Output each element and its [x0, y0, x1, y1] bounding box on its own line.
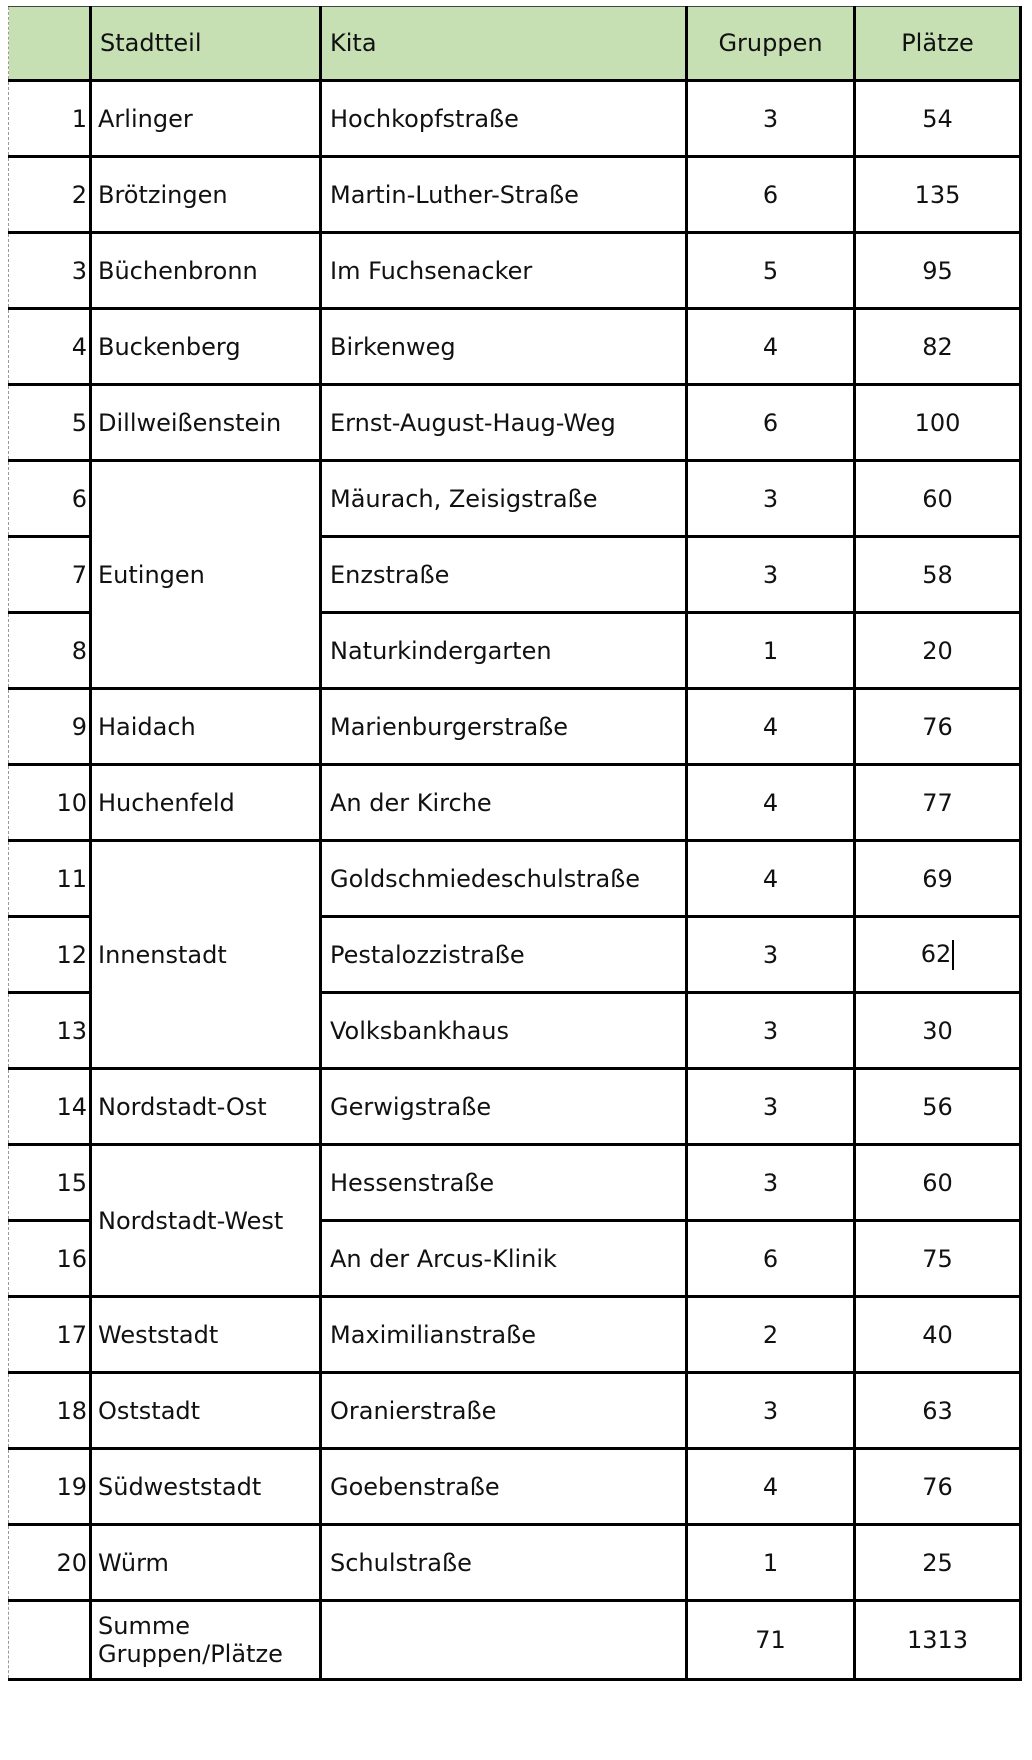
row-number[interactable]: 17: [9, 1297, 91, 1373]
places-cell[interactable]: 75: [855, 1221, 1021, 1297]
kita-cell[interactable]: Gerwigstraße: [321, 1069, 687, 1145]
places-cell[interactable]: 77: [855, 765, 1021, 841]
text-cursor: [952, 940, 954, 970]
table-row: [9, 309, 1021, 385]
table-row: [9, 689, 1021, 765]
places-cell[interactable]: 25: [855, 1525, 1021, 1601]
district-cell[interactable]: Weststadt: [91, 1297, 321, 1373]
groups-cell[interactable]: 4: [687, 1449, 855, 1525]
places-cell[interactable]: 100: [855, 385, 1021, 461]
groups-cell[interactable]: 6: [687, 157, 855, 233]
places-cell[interactable]: 82: [855, 309, 1021, 385]
kita-cell[interactable]: Volksbankhaus: [321, 993, 687, 1069]
summary-kita-cell[interactable]: [321, 1601, 687, 1680]
district-cell[interactable]: Nordstadt-West: [91, 1145, 321, 1297]
kita-cell[interactable]: Goebenstraße: [321, 1449, 687, 1525]
kita-cell[interactable]: Hessenstraße: [321, 1145, 687, 1221]
district-cell[interactable]: Würm: [91, 1525, 321, 1601]
groups-cell[interactable]: 6: [687, 385, 855, 461]
groups-cell[interactable]: 4: [687, 765, 855, 841]
district-cell[interactable]: Arlinger: [91, 81, 321, 157]
district-cell[interactable]: Büchenbronn: [91, 233, 321, 309]
kita-cell[interactable]: Birkenweg: [321, 309, 687, 385]
table-row: [9, 1145, 1021, 1221]
groups-cell[interactable]: 4: [687, 309, 855, 385]
header-district[interactable]: Stadtteil: [91, 7, 321, 81]
kita-table: [8, 6, 1022, 1681]
row-number[interactable]: 20: [9, 1525, 91, 1601]
groups-cell[interactable]: 5: [687, 233, 855, 309]
row-number[interactable]: 3: [9, 233, 91, 309]
places-cell[interactable]: 135: [855, 157, 1021, 233]
table-row: [9, 1449, 1021, 1525]
places-cell[interactable]: 60: [855, 1145, 1021, 1221]
table-row: [9, 233, 1021, 309]
row-number[interactable]: 5: [9, 385, 91, 461]
table-row: [9, 81, 1021, 157]
row-number[interactable]: 15: [9, 1145, 91, 1221]
header-places[interactable]: Plätze: [855, 7, 1021, 81]
groups-cell[interactable]: 2: [687, 1297, 855, 1373]
kita-cell[interactable]: Ernst-August-Haug-Weg: [321, 385, 687, 461]
row-number[interactable]: 11: [9, 841, 91, 917]
district-cell[interactable]: Oststadt: [91, 1373, 321, 1449]
places-cell[interactable]: 54: [855, 81, 1021, 157]
district-cell[interactable]: Dillweißenstein: [91, 385, 321, 461]
places-cell[interactable]: 20: [855, 613, 1021, 689]
kita-cell[interactable]: Naturkindergarten: [321, 613, 687, 689]
header-groups[interactable]: Gruppen: [687, 7, 855, 81]
places-cell[interactable]: 76: [855, 689, 1021, 765]
summary-row: [9, 1601, 1021, 1680]
kita-cell[interactable]: Oranierstraße: [321, 1373, 687, 1449]
groups-cell[interactable]: 3: [687, 1373, 855, 1449]
places-cell[interactable]: 63: [855, 1373, 1021, 1449]
row-number[interactable]: 9: [9, 689, 91, 765]
table-row: [9, 1373, 1021, 1449]
kita-cell[interactable]: Goldschmiedeschulstraße: [321, 841, 687, 917]
groups-cell[interactable]: 1: [687, 613, 855, 689]
row-number[interactable]: 16: [9, 1221, 91, 1297]
table-row: [9, 157, 1021, 233]
row-number[interactable]: 10: [9, 765, 91, 841]
groups-cell[interactable]: 4: [687, 841, 855, 917]
row-number[interactable]: 6: [9, 461, 91, 537]
summary-label[interactable]: Summe Gruppen/Plätze: [91, 1601, 321, 1680]
row-number[interactable]: 7: [9, 537, 91, 613]
table-row: [9, 461, 1021, 537]
row-number[interactable]: 4: [9, 309, 91, 385]
groups-cell[interactable]: 3: [687, 537, 855, 613]
header-number[interactable]: [9, 7, 91, 81]
summary-places[interactable]: 1313: [855, 1601, 1021, 1680]
table-row: [9, 385, 1021, 461]
header-row: [9, 7, 1021, 81]
district-cell[interactable]: Innenstadt: [91, 841, 321, 1069]
row-number[interactable]: 2: [9, 157, 91, 233]
kita-cell[interactable]: An der Kirche: [321, 765, 687, 841]
summary-groups[interactable]: 71: [687, 1601, 855, 1680]
places-cell[interactable]: 30: [855, 993, 1021, 1069]
groups-cell[interactable]: 3: [687, 461, 855, 537]
row-number[interactable]: 1: [9, 81, 91, 157]
table-row: [9, 1297, 1021, 1373]
kita-cell[interactable]: Hochkopfstraße: [321, 81, 687, 157]
groups-cell[interactable]: 1: [687, 1525, 855, 1601]
places-cell[interactable]: 40: [855, 1297, 1021, 1373]
places-cell[interactable]: 56: [855, 1069, 1021, 1145]
places-cell[interactable]: 62: [855, 917, 1021, 993]
groups-cell[interactable]: 3: [687, 917, 855, 993]
summary-number-cell[interactable]: [9, 1601, 91, 1680]
groups-cell[interactable]: 3: [687, 1069, 855, 1145]
row-number[interactable]: 19: [9, 1449, 91, 1525]
district-cell[interactable]: Huchenfeld: [91, 765, 321, 841]
kita-cell[interactable]: Marienburgerstraße: [321, 689, 687, 765]
district-cell[interactable]: Brötzingen: [91, 157, 321, 233]
table-body: [9, 81, 1021, 1601]
table-row: [9, 841, 1021, 917]
places-cell[interactable]: 58: [855, 537, 1021, 613]
places-cell[interactable]: 60: [855, 461, 1021, 537]
groups-cell[interactable]: 6: [687, 1221, 855, 1297]
kita-cell[interactable]: Pestalozzistraße: [321, 917, 687, 993]
groups-cell[interactable]: 3: [687, 81, 855, 157]
kita-cell[interactable]: Schulstraße: [321, 1525, 687, 1601]
kita-cell[interactable]: Im Fuchsenacker: [321, 233, 687, 309]
header-kita[interactable]: Kita: [321, 7, 687, 81]
groups-cell[interactable]: 4: [687, 689, 855, 765]
kita-cell[interactable]: Enzstraße: [321, 537, 687, 613]
places-cell[interactable]: 95: [855, 233, 1021, 309]
district-cell[interactable]: Haidach: [91, 689, 321, 765]
table-row: [9, 1069, 1021, 1145]
table-row: [9, 765, 1021, 841]
district-cell[interactable]: Buckenberg: [91, 309, 321, 385]
district-cell[interactable]: Nordstadt-Ost: [91, 1069, 321, 1145]
row-number[interactable]: 13: [9, 993, 91, 1069]
district-cell[interactable]: Südweststadt: [91, 1449, 321, 1525]
places-cell[interactable]: 69: [855, 841, 1021, 917]
row-number[interactable]: 14: [9, 1069, 91, 1145]
groups-cell[interactable]: 3: [687, 993, 855, 1069]
row-number[interactable]: 18: [9, 1373, 91, 1449]
table-row: [9, 1525, 1021, 1601]
kita-cell[interactable]: Martin-Luther-Straße: [321, 157, 687, 233]
places-cell[interactable]: 76: [855, 1449, 1021, 1525]
groups-cell[interactable]: 3: [687, 1145, 855, 1221]
kita-cell[interactable]: Mäurach, Zeisigstraße: [321, 461, 687, 537]
row-number[interactable]: 8: [9, 613, 91, 689]
kita-cell[interactable]: An der Arcus-Klinik: [321, 1221, 687, 1297]
kita-cell[interactable]: Maximilianstraße: [321, 1297, 687, 1373]
district-cell[interactable]: Eutingen: [91, 461, 321, 689]
row-number[interactable]: 12: [9, 917, 91, 993]
